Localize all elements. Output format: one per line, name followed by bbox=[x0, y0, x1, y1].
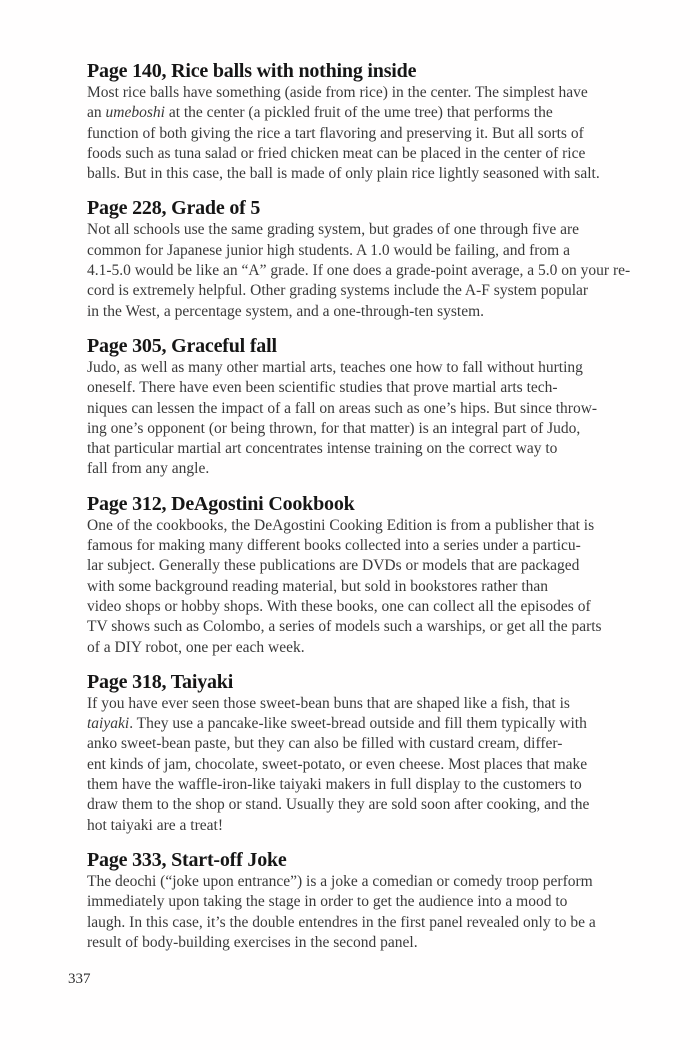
note-body-line: immediately upon taking the stage in order to get the audience into a mood to bbox=[87, 893, 568, 911]
note-body-line: taiyaki. They use a pancake-like sweet-bread outside and fill them typically with bbox=[87, 715, 587, 733]
note-body-line: draw them to the shop or stand. Usually they are sold soon after cooking, and the bbox=[87, 796, 590, 814]
note-body-line: of a DIY robot, one per each week. bbox=[87, 638, 305, 656]
note-body-line: ing one’s opponent (or being thrown, for that matter) is an integral part of Judo, bbox=[87, 419, 581, 437]
note-body-line: result of body-building exercises in the second panel. bbox=[87, 933, 418, 951]
note-body-line: Judo, as well as many other martial arts, teaches one how to fall without hurting bbox=[87, 358, 583, 376]
note-body-line: ent kinds of jam, chocolate, sweet-potato, or even cheese. Most places that make bbox=[87, 755, 588, 773]
note-body-line: Not all schools use the same grading system, but grades of one through five are bbox=[87, 221, 580, 239]
note-body-line: niques can lessen the impact of a fall on areas such as one’s hips. But since throw- bbox=[87, 399, 598, 417]
note-section bbox=[87, 335, 665, 480]
note-body-line: that particular martial art concentrates intense training on the correct way to bbox=[87, 440, 558, 458]
note-body-line: foods such as tuna salad or fried chicken meat can be placed in the center of rice bbox=[87, 144, 586, 162]
note-section bbox=[87, 671, 665, 836]
note-body-line: anko sweet-bean paste, but they can also be filled with custard cream, differ- bbox=[87, 735, 563, 753]
note-body-line: lar subject. Generally these publications are DVDs or models that are packaged bbox=[87, 557, 580, 575]
note-body-line: The deochi (“joke upon entrance”) is a joke a comedian or comedy troop perform bbox=[87, 872, 593, 890]
note-heading: Page 333, Start-off Joke bbox=[87, 848, 287, 871]
note-body-line: with some background reading material, but sold in bookstores rather than bbox=[87, 577, 549, 595]
note-body-line: One of the cookbooks, the DeAgostini Cooking Edition is from a publisher that is bbox=[87, 516, 595, 534]
note-body-line: 4.1-5.0 would be like an “A” grade. If one does a grade-point average, a 5.0 on your re- bbox=[87, 262, 631, 280]
note-body-line: in the West, a percentage system, and a one-through-ten system. bbox=[87, 302, 485, 320]
note-heading: Page 305, Graceful fall bbox=[87, 334, 277, 357]
note-body-line: common for Japanese junior high students. A 1.0 would be failing, and from a bbox=[87, 241, 570, 259]
note-body-line: them have the waffle-iron-like taiyaki makers in full display to the customers to bbox=[87, 776, 582, 794]
note-body-line: Most rice balls have something (aside from rice) in the center. The simplest have bbox=[87, 84, 588, 101]
note-body-line: fall from any angle. bbox=[87, 460, 210, 478]
note-section bbox=[87, 849, 665, 953]
note-body-line: function of both giving the rice a tart flavoring and preserving it. But all sorts of bbox=[87, 124, 584, 142]
note-body-line: balls. But in this case, the ball is made of only plain rice lightly seasoned with salt. bbox=[87, 165, 600, 183]
note-body-line: TV shows such as Colombo, a series of models such a warships, or get all the parts bbox=[87, 618, 602, 636]
note-body-line: cord is extremely helpful. Other grading systems include the A-F system popular bbox=[87, 282, 589, 300]
note-heading: Page 318, Taiyaki bbox=[87, 670, 234, 693]
note-body-line: If you have ever seen those sweet-bean buns that are shaped like a fish, that is bbox=[87, 694, 570, 712]
note-body-line: video shops or hobby shops. With these books, one can collect all the episodes of bbox=[87, 597, 591, 615]
note-heading: Page 228, Grade of 5 bbox=[87, 197, 261, 220]
note-heading: Page 312, DeAgostini Cookbook bbox=[87, 492, 355, 515]
note-body-line: laugh. In this case, it’s the double entendres in the first panel revealed only to be a bbox=[87, 913, 596, 931]
note-body-line: famous for making many different books collected into a series under a particu- bbox=[87, 537, 581, 555]
note-body-line: an umeboshi at the center (a pickled fruit of the ume tree) that performs the bbox=[87, 104, 553, 122]
note-body-line: hot taiyaki are a treat! bbox=[87, 816, 223, 834]
note-section bbox=[87, 197, 665, 321]
note-body-line: oneself. There have even been scientific studies that prove martial arts tech- bbox=[87, 379, 558, 397]
page-number: 337 bbox=[68, 971, 91, 987]
note-section bbox=[87, 493, 665, 658]
note-heading: Page 140, Rice balls with nothing inside bbox=[87, 60, 417, 82]
notes-list bbox=[87, 60, 665, 953]
note-section bbox=[87, 60, 665, 184]
